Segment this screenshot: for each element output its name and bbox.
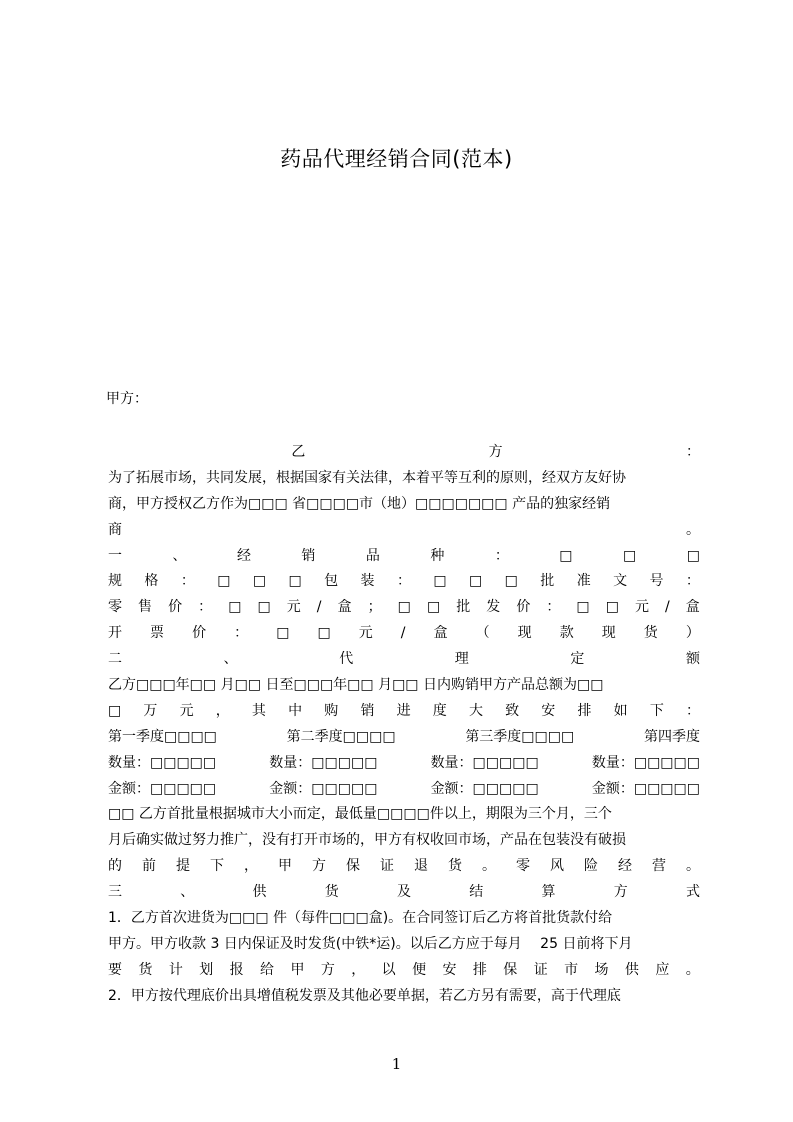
line-segment: 货 — [138, 961, 153, 978]
line-segment: 金额：□□□□□ — [591, 780, 700, 797]
line-segment: ， — [351, 961, 366, 978]
contract-line: 乙方□□□年□□ 月□□ 日至□□□年□□ 月□□ 日内购销甲方产品总额为□□ — [108, 677, 604, 694]
line-segment: 批 — [540, 573, 555, 590]
line-segment: ： — [180, 573, 195, 590]
line-segment: 盒 — [433, 625, 448, 642]
line-segment: 证 — [533, 961, 548, 978]
line-segment: ： — [685, 573, 700, 590]
line-segment: 款 — [559, 625, 574, 642]
line-segment: □ — [317, 625, 331, 642]
line-segment: ： — [494, 547, 509, 564]
line-segment: □ — [433, 573, 447, 590]
line-segment: 数量：□□□□□ — [108, 754, 217, 771]
contract-line — [108, 544, 700, 570]
line-segment: 前 — [142, 858, 156, 875]
line-segment: 零 — [516, 858, 530, 875]
line-segment: ， — [215, 702, 230, 719]
line-segment: 数量：□□□□□ — [269, 754, 378, 771]
line-segment: 、 — [172, 547, 187, 564]
line-segment: 式 — [686, 884, 700, 901]
line-segment: ； — [367, 599, 382, 616]
line-segment: 价 — [168, 599, 183, 616]
contract-line — [108, 621, 700, 647]
line-segment: □ — [397, 599, 411, 616]
line-segment: 代 — [339, 651, 354, 668]
contract-line: 甲方。甲方收款 3 日内保证及时发货(中铁*运)。以后乙方应于每月 25 日前将下月 — [108, 935, 633, 952]
line-segment: ： — [546, 599, 561, 616]
line-segment: 三 — [108, 884, 122, 901]
line-segment: 。 — [686, 858, 700, 875]
line-segment: 排 — [472, 961, 487, 978]
line-segment: 场 — [594, 961, 609, 978]
line-segment: 。 — [482, 858, 496, 875]
line-segment: 风 — [550, 858, 564, 875]
line-segment: 要 — [108, 961, 122, 978]
line-segment: 数量：□□□□□ — [591, 754, 700, 771]
contract-line — [108, 647, 700, 673]
line-segment: 第二季度□□□□ — [286, 728, 396, 745]
contract-line: 月后确实做过努力推广，没有打开市场的，甲方有权收回市场，产品在包装没有破损 — [108, 832, 626, 849]
line-segment: 盒 — [337, 599, 352, 616]
line-segment: 、 — [223, 651, 238, 668]
line-segment: 文 — [613, 573, 628, 590]
line-segment: 盒 — [685, 599, 700, 616]
line-segment: 进 — [396, 702, 411, 719]
line-segment: □ — [217, 573, 231, 590]
document-title: 药品代理经销合同(范本) — [280, 147, 513, 171]
contract-line — [108, 595, 700, 621]
line-segment: 致 — [505, 702, 520, 719]
line-segment: 险 — [584, 858, 598, 875]
line-segment: 安 — [442, 961, 457, 978]
contract-line — [108, 777, 700, 803]
line-segment: ： — [234, 625, 249, 642]
contract-line — [108, 725, 700, 751]
party-a-label: 甲方： — [106, 391, 148, 407]
line-segment: □ — [276, 625, 290, 642]
line-segment: 金额：□□□□□ — [108, 780, 217, 797]
line-segment: 、 — [180, 884, 195, 901]
contract-line — [108, 958, 700, 984]
line-segment: / — [316, 599, 322, 616]
line-segment: □ — [686, 547, 700, 564]
contract-line — [108, 440, 700, 466]
line-segment: □ — [576, 599, 590, 616]
line-segment: 保 — [503, 961, 518, 978]
line-segment: 元 — [634, 599, 649, 616]
line-segment: 商 — [108, 521, 122, 538]
line-segment: 一 — [108, 547, 122, 564]
line-segment: □ — [288, 573, 302, 590]
page-number: 1 — [391, 1055, 402, 1073]
contract-line — [108, 854, 700, 880]
line-segment: 方 — [312, 858, 326, 875]
line-segment: 报 — [229, 961, 244, 978]
line-segment: 下 — [210, 858, 224, 875]
line-segment: 理 — [454, 651, 469, 668]
contract-line — [108, 699, 700, 725]
line-segment: 金额：□□□□□ — [430, 780, 539, 797]
line-segment: 证 — [380, 858, 394, 875]
contract-line: □□ 乙方首批量根据城市大小而定，最低量□□□□件以上，期限为三个月，三个 — [108, 806, 612, 823]
line-segment: 数量：□□□□□ — [430, 754, 539, 771]
line-segment: 批 — [456, 599, 471, 616]
line-segment: 现 — [517, 625, 532, 642]
contract-line: 商，甲方授权乙方作为□□□ 省□□□□市（地）□□□□□□□ 产品的独家经销 — [108, 495, 611, 512]
line-segment: 金额：□□□□□ — [269, 780, 378, 797]
line-segment: ） — [685, 625, 700, 642]
line-segment: □ — [605, 599, 619, 616]
line-segment: 便 — [412, 961, 427, 978]
line-segment: 方 — [488, 444, 503, 460]
line-segment: 甲 — [290, 961, 305, 978]
line-segment: 价 — [516, 599, 531, 616]
line-segment: 发 — [486, 599, 501, 616]
line-segment: 包 — [324, 573, 339, 590]
line-segment: 元 — [286, 599, 301, 616]
line-segment: 方 — [613, 884, 628, 901]
line-segment: 货 — [324, 884, 339, 901]
line-segment: 方 — [320, 961, 335, 978]
line-segment: 乙 — [291, 444, 306, 460]
line-segment: 定 — [570, 651, 585, 668]
line-segment: 退 — [414, 858, 428, 875]
line-segment: 经 — [618, 858, 632, 875]
line-segment: 第四季度 — [643, 728, 700, 745]
line-segment: 排 — [577, 702, 592, 719]
line-segment: 零 — [108, 599, 122, 616]
line-segment: ： — [685, 702, 700, 719]
line-segment: 及 — [397, 884, 411, 901]
line-segment: 购 — [324, 702, 339, 719]
line-segment: 划 — [199, 961, 214, 978]
line-segment: 品 — [365, 547, 380, 564]
line-segment: 准 — [576, 573, 591, 590]
line-segment: 计 — [168, 961, 183, 978]
line-segment: 中 — [288, 702, 303, 719]
line-segment: □ — [228, 599, 242, 616]
line-segment: / — [665, 599, 670, 616]
line-segment: 给 — [260, 961, 275, 978]
contract-line: 为了拓展市场，共同发展，根据国家有关法律，本着平等互利的原则，经双方友好协 — [108, 469, 626, 486]
line-segment: 经 — [236, 547, 251, 564]
line-segment: 票 — [150, 625, 165, 642]
line-segment: 货 — [643, 625, 658, 642]
line-segment: 开 — [108, 625, 122, 642]
line-segment: 大 — [468, 702, 483, 719]
line-segment: □ — [559, 547, 573, 564]
line-segment: 供 — [252, 884, 267, 901]
line-segment: 二 — [108, 651, 122, 668]
line-segment: 第三季度□□□□ — [465, 728, 575, 745]
line-segment: 价 — [192, 625, 207, 642]
line-segment: 算 — [541, 884, 556, 901]
line-segment: 销 — [301, 547, 316, 564]
line-segment: 供 — [624, 961, 639, 978]
line-segment: □ — [257, 599, 271, 616]
line-segment: 安 — [541, 702, 556, 719]
line-segment: 提 — [176, 858, 190, 875]
contract-line: 2．甲方按代理底价出具增值税发票及其他必要单据，若乙方另有需要，高于代理底 — [108, 987, 621, 1004]
line-segment: 以 — [381, 961, 396, 978]
line-segment: ： — [685, 444, 700, 460]
line-segment: 格 — [144, 573, 159, 590]
line-segment: 如 — [613, 702, 628, 719]
line-segment: □ — [504, 573, 518, 590]
line-segment: □ — [108, 702, 122, 719]
line-segment: 万 — [143, 702, 158, 719]
line-segment: 营 — [652, 858, 666, 875]
line-segment: 装 — [360, 573, 375, 590]
line-segment: 市 — [564, 961, 579, 978]
line-segment: 保 — [346, 858, 360, 875]
line-segment: 元 — [358, 625, 373, 642]
line-segment: ： — [396, 573, 411, 590]
contract-line — [108, 751, 700, 777]
line-segment: 下 — [649, 702, 664, 719]
line-segment: 度 — [432, 702, 447, 719]
line-segment: ， — [244, 858, 258, 875]
line-segment: （ — [475, 625, 490, 642]
line-segment: 现 — [601, 625, 616, 642]
line-segment: 种 — [430, 547, 445, 564]
line-segment: □ — [252, 573, 267, 590]
line-segment: 应 — [655, 961, 670, 978]
line-segment: 甲 — [278, 858, 292, 875]
line-segment: 额 — [685, 651, 700, 668]
line-segment: 结 — [469, 884, 484, 901]
line-segment: 号 — [649, 573, 664, 590]
line-segment: 第一季度□□□□ — [108, 728, 217, 745]
line-segment: 。 — [685, 961, 700, 978]
line-segment: 元 — [179, 702, 194, 719]
line-segment: 其 — [251, 702, 266, 719]
line-segment: 货 — [448, 858, 462, 875]
line-segment: 的 — [108, 858, 122, 875]
line-segment: ： — [198, 599, 213, 616]
line-segment: 售 — [138, 599, 153, 616]
line-segment: 销 — [360, 702, 375, 719]
contract-line — [108, 518, 700, 544]
line-segment: □ — [469, 573, 483, 590]
contract-body — [108, 440, 700, 1010]
line-segment: □ — [622, 547, 637, 564]
line-segment: / — [400, 625, 406, 642]
contract-line — [108, 880, 700, 906]
line-segment: □ — [426, 599, 441, 616]
contract-line: 1．乙方首次进货为□□□ 件（每件□□□盒)。在合同签订后乙方将首批货款付给 — [108, 910, 613, 927]
line-segment: 。 — [686, 521, 700, 538]
line-segment: 规 — [108, 573, 122, 590]
contract-line — [108, 569, 700, 595]
